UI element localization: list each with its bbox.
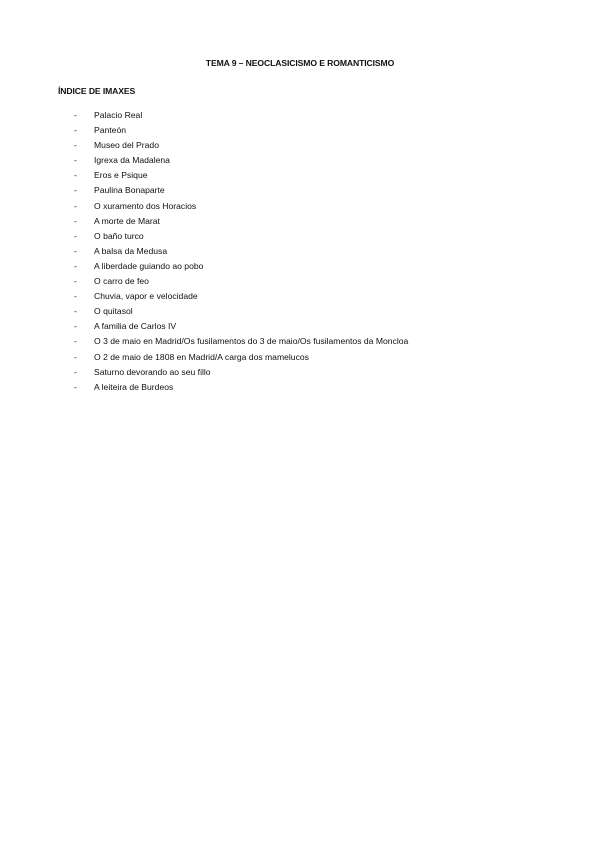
list-item	[0, 260, 600, 275]
list-bullet: -	[74, 336, 77, 347]
list-item-label: Chuvia, vapor e velocidade	[94, 291, 198, 302]
list-item-label: O 2 de maio de 1808 en Madrid/A carga dos mamelucos	[94, 351, 309, 362]
list-item-label: Paulina Bonaparte	[94, 185, 165, 196]
list-item-label: A familia de Carlos IV	[94, 321, 177, 332]
list-bullet: -	[74, 155, 77, 166]
list-bullet: -	[74, 215, 77, 226]
list-item	[0, 275, 600, 290]
list-item-label: Eros e Psique	[94, 170, 148, 181]
list-item	[0, 320, 600, 335]
image-index-list	[0, 109, 600, 396]
list-item-label: O xuramento dos Horacios	[94, 200, 197, 211]
list-item-label: A leiteira de Burdeos	[94, 381, 174, 392]
list-bullet: -	[74, 125, 77, 136]
list-item	[0, 200, 600, 215]
list-item-label: Saturno devorando ao seu fillo	[94, 366, 211, 377]
list-bullet: -	[74, 260, 77, 271]
document-title: TEMA 9 – NEOCLASICISMO E ROMANTICISMO	[205, 58, 395, 68]
list-item	[0, 335, 600, 350]
list-item	[0, 305, 600, 320]
list-bullet: -	[74, 230, 77, 241]
list-bullet: -	[74, 110, 77, 120]
list-item	[0, 351, 600, 366]
list-bullet: -	[74, 291, 77, 302]
list-bullet: -	[74, 306, 77, 317]
list-item-label: O 3 de maio en Madrid/Os fusilamentos do 3 de maio/Os fusilamentos da Moncloa	[94, 336, 409, 347]
list-item	[0, 290, 600, 305]
list-bullet: -	[74, 366, 77, 377]
list-item-label: Museo del Prado	[94, 140, 159, 151]
list-item-label: A balsa da Medusa	[94, 245, 168, 256]
list-item	[0, 215, 600, 230]
list-bullet: -	[74, 321, 77, 332]
list-item	[0, 124, 600, 139]
list-item-label: Panteón	[94, 125, 127, 136]
list-item	[0, 366, 600, 381]
list-bullet: -	[74, 276, 77, 287]
list-item	[0, 184, 600, 199]
list-bullet: -	[74, 200, 77, 211]
list-item-label: O quitasol	[94, 306, 133, 317]
list-item	[0, 154, 600, 169]
list-bullet: -	[74, 245, 77, 256]
list-item	[0, 381, 600, 396]
list-item	[0, 169, 600, 184]
list-item-label: Igrexa da Madalena	[94, 155, 170, 166]
list-item	[0, 109, 600, 124]
list-item-label: A morte de Marat	[94, 215, 160, 226]
list-item	[0, 245, 600, 260]
section-heading: ÍNDICE DE IMAXES	[58, 86, 136, 96]
list-bullet: -	[74, 170, 77, 181]
list-item-label: O baño turco	[94, 230, 144, 241]
list-item-label: Palacio Real	[94, 110, 143, 120]
list-item	[0, 230, 600, 245]
list-bullet: -	[74, 185, 77, 196]
list-item-label: A liberdade guiando ao pobo	[94, 260, 204, 271]
list-bullet: -	[74, 351, 77, 362]
list-bullet: -	[74, 140, 77, 151]
list-bullet: -	[74, 381, 77, 392]
list-item	[0, 139, 600, 154]
list-item-label: O carro de feo	[94, 276, 149, 287]
